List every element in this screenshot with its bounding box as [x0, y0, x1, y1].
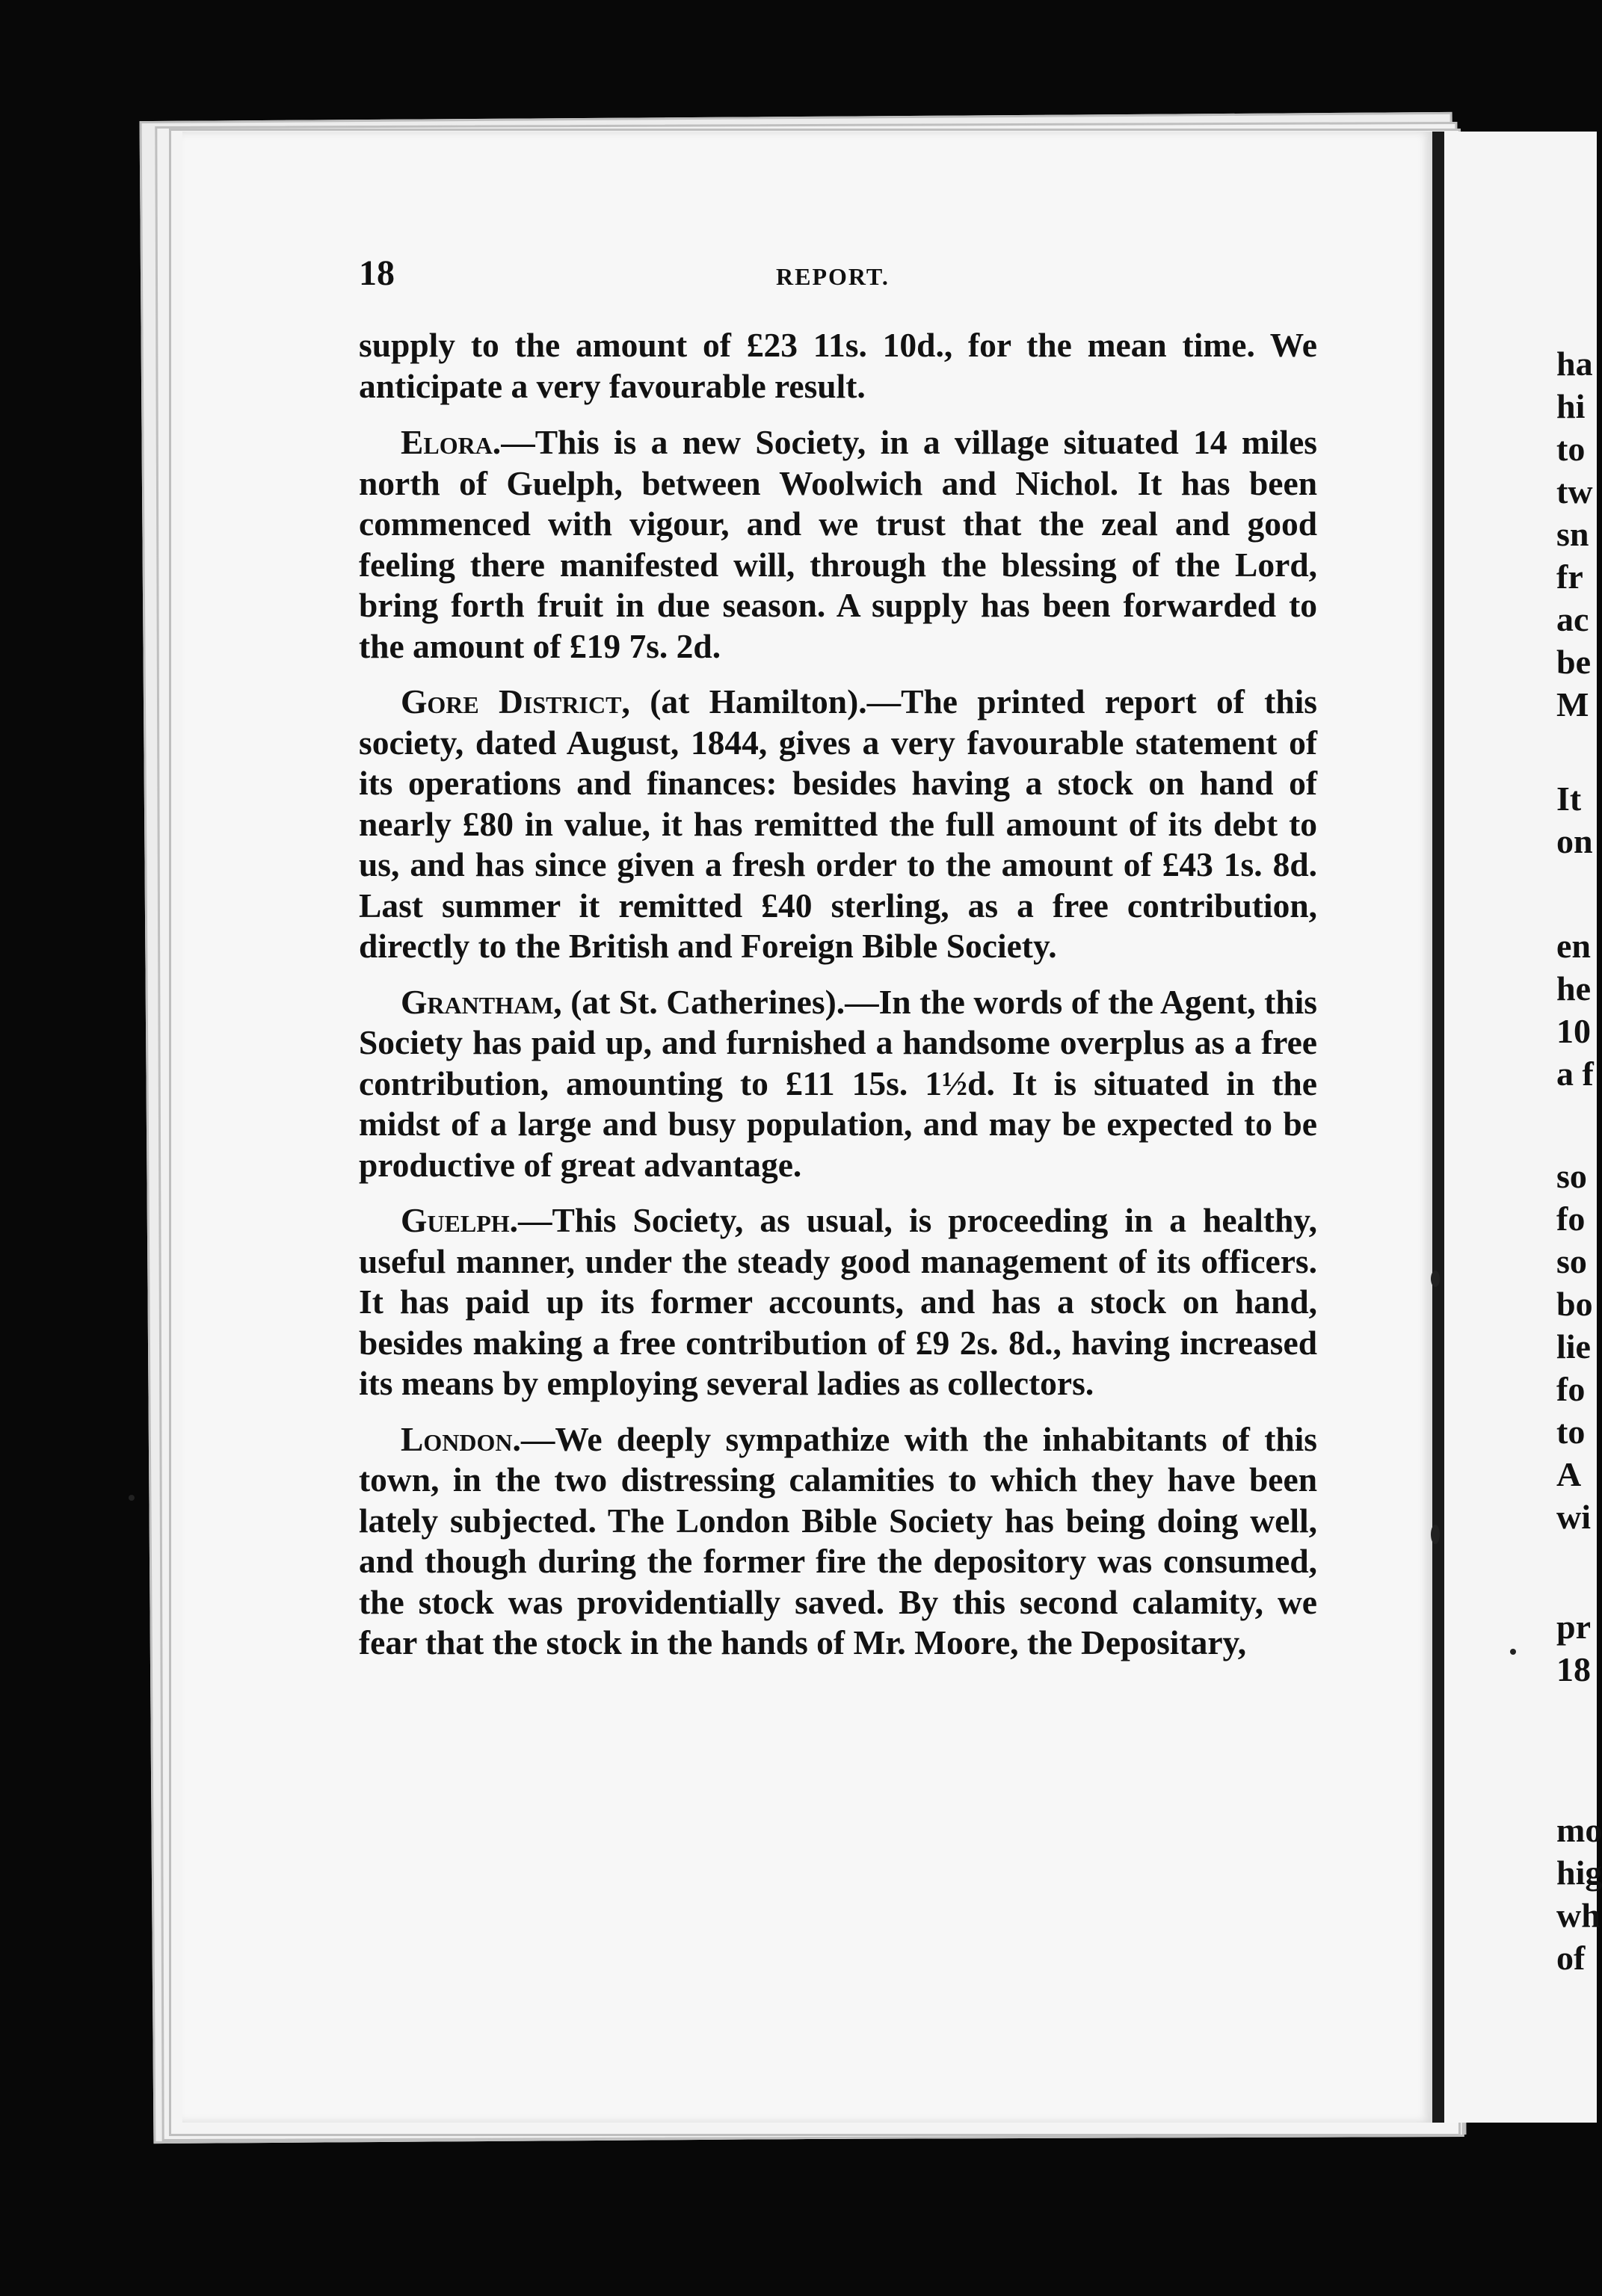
facing-fragment: be: [1556, 643, 1591, 681]
section-heading: Elora.: [401, 423, 502, 461]
paragraph-text: supply to the amount of £23 11s. 10d., for the mean time. We anticipate a very favourable result.: [359, 326, 1317, 405]
paragraph-text: —This Society, as usual, is proceeding in a healthy, useful manner, under the steady good management of its officers. It has paid up its former accounts, and has a stock on hand, besides making a free contribution of £9 2s. 8d., having increased its means by employing several ladies as collectors.: [359, 1201, 1317, 1402]
paragraph-text: (at Hamilton).—The printed report of this society, dated August, 1844, gives a very favourable statement of its operations and finances: besides having a stock on hand of nearly £80 in value, it has remitted the full amount of its debt to us, and has since given a fresh order to the amount of £43 1s. 8d. Last summer it remitted £40 sterling, as a free contribution, directly to the British and Foreign Bible Society.: [359, 682, 1317, 965]
section-heading: Guelph.: [401, 1201, 519, 1239]
facing-fragment: to: [1556, 430, 1586, 468]
facing-fragment: A: [1556, 1455, 1582, 1493]
facing-page: [1444, 132, 1602, 2123]
paragraph-guelph: [359, 1200, 1317, 1404]
facing-fragment: mo: [1556, 1811, 1602, 1849]
facing-fragment: he: [1556, 969, 1591, 1007]
facing-fragment: wh: [1556, 1896, 1601, 1934]
facing-fragment: wi: [1556, 1498, 1591, 1536]
facing-fragment: bo: [1556, 1285, 1593, 1323]
facing-fragment: lie: [1556, 1327, 1591, 1365]
paragraph-text: (at St. Catherines).—In the words of the Agent, this Society has paid up, and furnished a handsome overplus as a free contribution, amounting to £11 15s. 1½d. It is situated in the midst of a large and busy population, and may be expected to be productive of great advantage.: [359, 982, 1317, 1184]
facing-fragment: 10: [1556, 1012, 1591, 1050]
facing-fragment: 18: [1556, 1650, 1591, 1688]
paragraph-gore-district: [359, 682, 1317, 967]
facing-fragment: so: [1556, 1242, 1587, 1280]
facing-fragment: hi: [1556, 387, 1586, 425]
paragraph-text: —We deeply sympathize with the inhabitants of this town, in the two distressing calamities to which they have been lately subjected. The London Bible Society has being doing well, and though during the former fire the depository was consumed, the stock was providentially saved. By this second calamity, we fear that the stock in the hands of Mr. Moore, the Depositary,: [359, 1419, 1317, 1661]
facing-fragment: hig: [1556, 1854, 1602, 1892]
page-header: [359, 253, 1316, 297]
facing-fragment: tw: [1556, 472, 1593, 510]
paragraph-grantham: [359, 982, 1317, 1186]
facing-fragment: of: [1556, 1939, 1586, 1977]
facing-fragment: fo: [1556, 1200, 1586, 1238]
paragraph-text: —This is a new Society, in a village situated 14 miles north of Guelph, between Woolwich and Nichol. It has been commenced with vigour, and we trust that the zeal and good feeling there manifested will, through the blessing of the Lord, bring forth fruit in due season. A supply has been forwarded to the amount of £19 7s. 2d.: [359, 423, 1317, 665]
facing-fragment: so: [1556, 1157, 1587, 1195]
scan-speck: [1510, 1649, 1516, 1655]
report-body: [359, 325, 1317, 1925]
page-number: 18: [359, 253, 395, 293]
paragraph-continuation: [359, 325, 1317, 407]
scan-speck: [129, 1495, 135, 1501]
section-heading: London.: [401, 1419, 521, 1458]
facing-fragment: fo: [1556, 1370, 1586, 1408]
running-head: REPORT.: [776, 263, 890, 290]
facing-fragment: on: [1556, 822, 1593, 860]
facing-fragment: ac: [1556, 600, 1589, 638]
facing-fragment: M: [1556, 685, 1589, 723]
paragraph-elora: [359, 422, 1317, 667]
binding-speck: [1431, 1525, 1440, 1544]
section-heading: Grantham,: [401, 982, 562, 1021]
facing-fragment: fr: [1556, 558, 1583, 596]
section-heading: Gore District,: [401, 682, 630, 720]
facing-fragment: ha: [1556, 345, 1593, 383]
book-gutter: [1432, 132, 1444, 2123]
paragraph-london: [359, 1419, 1317, 1664]
facing-fragment: en: [1556, 927, 1591, 965]
binding-speck: [1431, 1271, 1440, 1287]
facing-fragment: It: [1556, 780, 1582, 818]
facing-fragment: pr: [1556, 1608, 1591, 1646]
facing-fragment: to: [1556, 1413, 1586, 1451]
facing-fragment: sn: [1556, 515, 1589, 553]
facing-fragment: a f: [1556, 1055, 1594, 1093]
